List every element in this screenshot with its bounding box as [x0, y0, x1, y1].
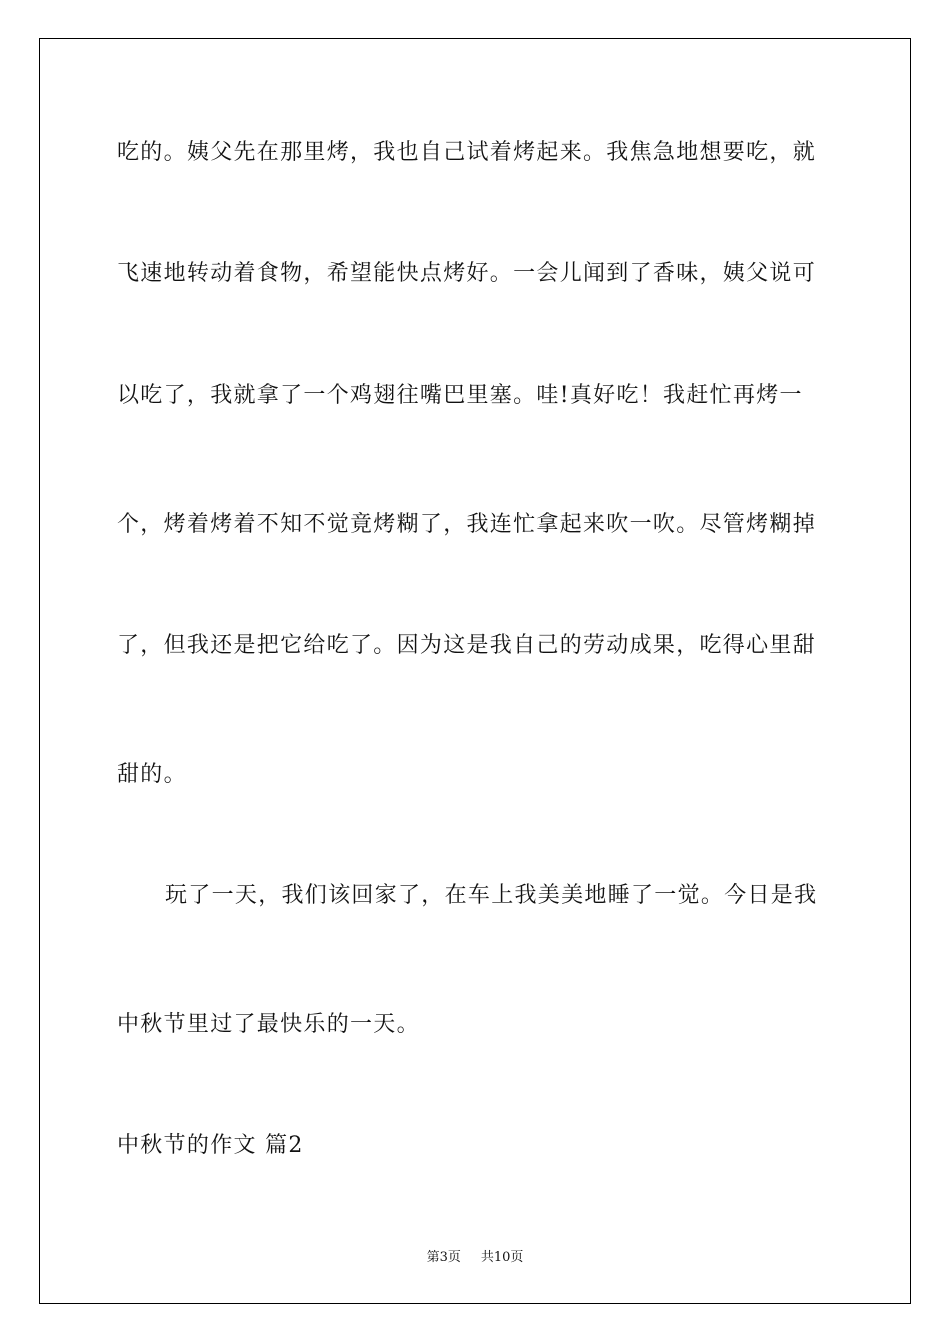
- body-line: 以吃了，我就拿了一个鸡翅往嘴巴里塞。哇!真好吃！我赶忙再烤一: [117, 383, 803, 408]
- body-line: 飞速地转动着食物，希望能快点烤好。一会儿闻到了香味，姨父说可: [117, 261, 817, 286]
- page-number: 第3页: [426, 1250, 461, 1265]
- body-line: 了，但我还是把它给吃了。因为这是我自己的劳动成果，吃得心里甜: [117, 633, 817, 658]
- page-footer: [0, 1246, 950, 1265]
- body-line: 个，烤着烤着不知不觉竟烤糊了，我连忙拿起来吹一吹。尽管烤糊掉: [117, 512, 817, 537]
- page-total: 共10页: [480, 1250, 524, 1265]
- paragraph-first-line: 玩了一天，我们该回家了，在车上我美美地睡了一觉。今日是我: [165, 883, 818, 908]
- body-line: 甜的。: [117, 762, 187, 787]
- page-frame: [39, 38, 911, 1304]
- body-line: 吃的。姨父先在那里烤，我也自己试着烤起来。我焦急地想要吃，就: [117, 140, 817, 165]
- section-heading: 中秋节的作文 篇2: [117, 1133, 304, 1158]
- body-line: 中秋节里过了最快乐的一天。: [117, 1012, 420, 1037]
